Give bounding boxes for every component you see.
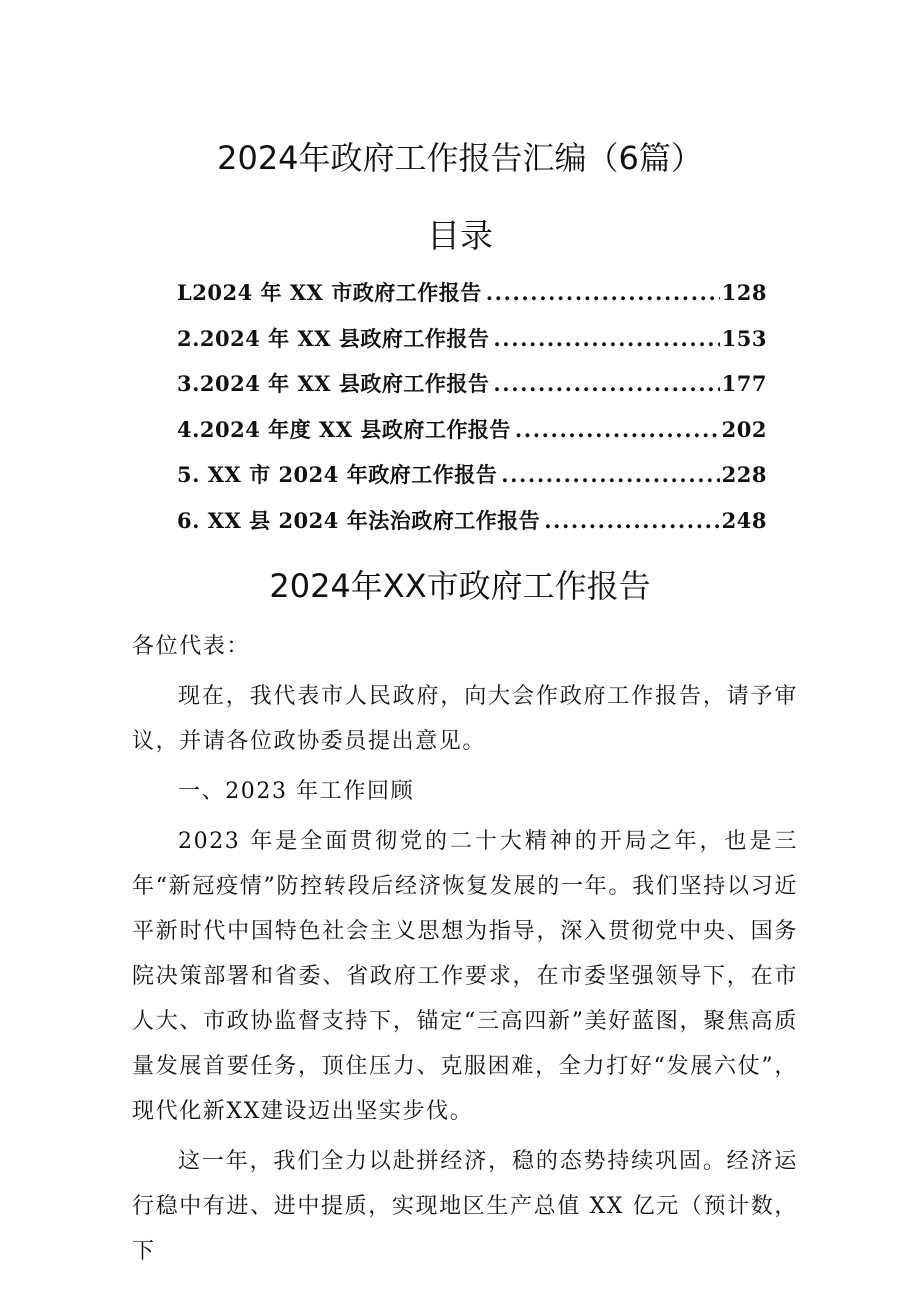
toc-entry-page: 128 <box>721 280 767 305</box>
salutation: 各位代表： <box>132 634 251 659</box>
report-body <box>132 624 798 1279</box>
toc-entry-title: 6. XX 县 2024 年法治政府工作报告 <box>177 507 541 533</box>
toc-entry[interactable] <box>177 277 767 323</box>
toc-dot-leader <box>515 417 720 442</box>
body-paragraph: 现在，我代表市人民政府，向大会作政府工作报告，请予审议，并请各位政协委员提出意见。 <box>132 684 798 754</box>
report-title: 2024年XX市政府工作报告 <box>269 567 651 605</box>
toc-entry-page: 177 <box>721 371 767 397</box>
toc-entry[interactable] <box>177 459 767 505</box>
toc-entry-page: 228 <box>721 462 767 488</box>
toc-dot-leader <box>544 508 719 533</box>
document-title: 2024年政府工作报告汇编（6篇） <box>217 139 703 177</box>
toc-entry-title: 4.2024 年度 XX 县政府工作报告 <box>177 416 511 442</box>
toc-entry[interactable] <box>177 323 767 369</box>
body-paragraph: 2023 年是全面贯彻党的二十大精神的开局之年，也是三年“新冠疫情”防控转段后经济恢复发展的一年。我们坚持以习近平新时代中国特色社会主义思想为指导，深入贯彻党中央、国务院决策部署和省委、省政府工作要求，在市委坚强领导下，在市人大、市政协监督支持下，锚定“三高四新”美好蓝图，聚焦高质量发展首要任务，顶住压力、克服困难，全力打好“发展六仗”，现代化新XX建设迈出坚实步伐。 <box>132 829 798 1124</box>
body-paragraph: 这一年，我们全力以赴拼经济，稳的态势持续巩固。经济运行稳中有进、进中提质，实现地区生产总值 XX 亿元（预计数，下 <box>132 1149 798 1264</box>
toc-entry-page: 248 <box>721 507 767 533</box>
toc-dot-leader <box>486 280 720 305</box>
table-of-contents <box>177 277 767 551</box>
toc-entry-title: 5. XX 市 2024 年政府工作报告 <box>177 462 498 488</box>
section-heading: 一、2023 年工作回顾 <box>178 779 415 804</box>
toc-heading: 目录 <box>427 216 493 255</box>
toc-entry[interactable] <box>177 505 767 551</box>
toc-dot-leader <box>501 462 719 487</box>
toc-entry-title: 3.2024 年 XX 县政府工作报告 <box>177 371 490 397</box>
toc-entry-page: 202 <box>721 416 767 442</box>
toc-dot-leader <box>493 326 719 351</box>
toc-entry[interactable] <box>177 414 767 460</box>
toc-entry[interactable] <box>177 368 767 414</box>
toc-entry-page: 153 <box>721 325 767 351</box>
toc-entry-title: L2024 年 XX 市政府工作报告 <box>177 280 482 305</box>
toc-entry-title: 2.2024 年 XX 县政府工作报告 <box>177 325 490 351</box>
toc-dot-leader <box>493 371 719 396</box>
